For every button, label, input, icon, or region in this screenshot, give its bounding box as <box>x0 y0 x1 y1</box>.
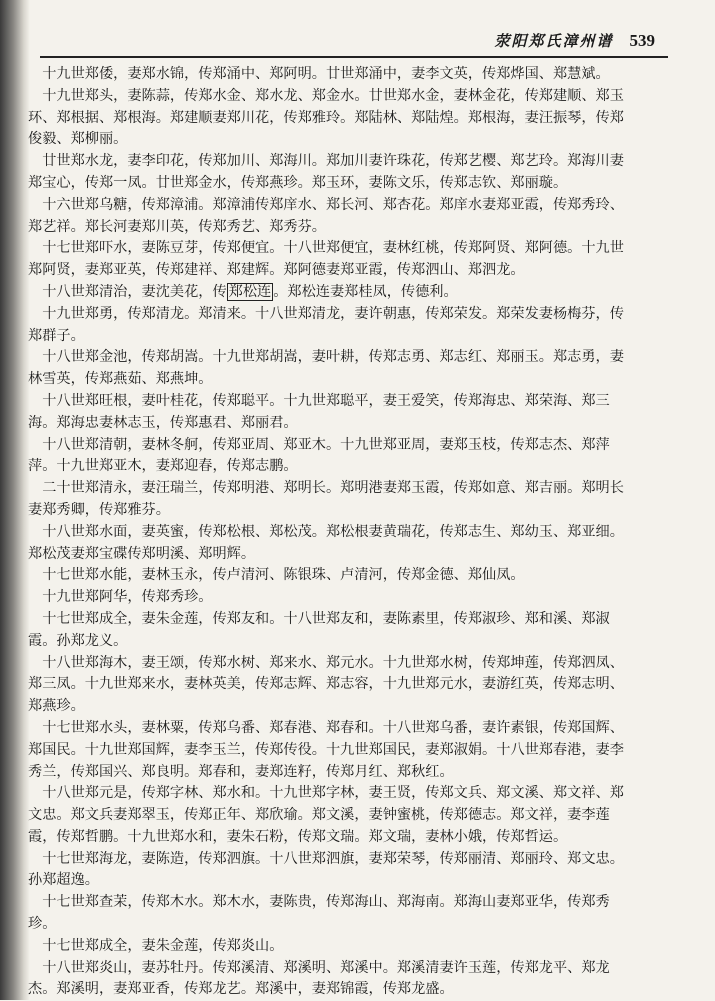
paragraph-3: 廿世郑水龙，妻李印花，传郑加川、郑海川。郑加川妻许珠花，传郑艺樱、郑艺玲。郑海川妻郑宝心，传郑一凤。廿世郑金水，传郑燕珍。郑玉环，妻陈文乐，传郑志钦、郑丽璇。 <box>28 153 624 191</box>
paragraph-1: 十九世郑倭，妻郑水锦，传郑涌中、郑阿明。廿世郑涌中，妻李文英，传郑烨国、郑慧斌。 <box>42 66 610 82</box>
paragraph-8: 十八世郑金池，传郑胡嵩。十九世郑胡嵩，妻叶耕，传郑志勇、郑志红、郑丽玉。郑志勇，妻林雪英，传郑燕茹、郑燕坤。 <box>28 349 624 388</box>
paragraph-20: 十七世郑查茉，传郑木水。郑木水，妻陈贵，传郑海山、郑海南。郑海山妻郑亚华，传郑秀珍。 <box>28 894 610 933</box>
paragraph-15: 十七世郑成全，妻朱金莲，传郑友和。十八世郑友和，妻陈素里，传郑淑珍、郑和溪、郑淑霞。孙郑龙义。 <box>28 610 610 649</box>
paragraph-10: 十八世郑清朝，妻林冬舸，传郑亚周、郑亚木。十九世郑亚周，妻郑玉枝，传郑志杰、郑萍萍。十九世郑亚木，妻郑迎春，传郑志鹏。 <box>28 436 610 475</box>
genealogy-text <box>28 64 636 1001</box>
paragraph-7: 十九世郑勇，传郑清龙。郑清来。十八世郑清龙，妻许朝惠，传郑荣发。郑荣发妻杨梅芬，传郑群子。 <box>28 305 624 344</box>
paragraph-6-post: 。郑松连妻郑桂凤，传德利。 <box>273 283 458 300</box>
book-spine-shadow <box>0 0 30 1000</box>
running-header <box>355 30 655 54</box>
paragraph-14: 十九世郑阿华，传郑秀珍。 <box>42 589 213 606</box>
paragraph-18: 十八世郑元是，传郑字林、郑水和。十九世郑字林，妻王贤，传郑文兵、郑文溪、郑文祥、郑文忠。郑文兵妻郑翠玉，传郑正年、郑欣瑜。郑文溪，妻钟蜜桃，传郑德志。郑文祥，妻李莲霞，传郑哲鹏。十九世郑水和，妻朱石粉，传郑文瑞。郑文瑞，妻林小娥，传郑哲运。 <box>28 785 624 845</box>
paragraph-9: 十八世郑旺根，妻叶桂花，传郑聪平。十九世郑聪平，妻王爱笑，传郑海忠、郑荣海、郑三海。郑海忠妻林志玉，传郑惠君、郑丽君。 <box>28 392 610 431</box>
paragraph-11: 二十世郑清永，妻汪瑞兰，传郑明港、郑明长。郑明港妻郑玉霞，传郑如意、郑吉丽。郑明长妻郑秀卿，传郑雅芬。 <box>28 480 624 518</box>
paragraph-2: 十九世郑头，妻陈蒜，传郑水金、郑水龙、郑金水。廿世郑水金，妻林金花，传郑建顺、郑玉环、郑根据、郑根海。郑建顺妻郑川花，传郑雅玲。郑陆林、郑陆煌。郑根海，妻汪振琴，传郑俊毅、郑柳丽。 <box>28 87 624 148</box>
paragraph-21: 十七世郑成全，妻朱金莲，传郑炎山。 <box>42 937 284 954</box>
paragraph-13: 十七世郑水能，妻林玉永，传卢清河、陈银珠、卢清河，传郑金德、郑仙凤。 <box>42 567 525 584</box>
boxed-name: 郑松连 <box>228 283 272 300</box>
paragraph-19: 十七世郑海龙，妻陈造，传郑泗旗。十八世郑泗旗，妻郑荣琴，传郑丽清、郑丽玲、郑文忠。孙郑超逸。 <box>28 850 624 889</box>
header-title: 荥阳郑氏漳州谱 <box>494 32 614 50</box>
paragraph-6 <box>28 282 636 304</box>
paragraph-17: 十七世郑水头，妻林粟，传郑乌番、郑春港、郑春和。十八世郑乌番，妻许素银，传郑国辉、郑国民。十九世郑国辉，妻李玉兰，传郑传役。十九世郑国民，妻郑淑娟。十八世郑春港，妻李秀兰，传郑国兴、郑良明。郑春和，妻郑连籽，传郑月红、郑秋红。 <box>28 719 624 780</box>
paragraph-6-pre: 十八世郑清治，妻沈美花，传 <box>42 283 227 300</box>
paragraph-22: 十八世郑炎山，妻苏牡丹。传郑溪清、郑溪明、郑溪中。郑溪清妻许玉莲，传郑龙平、郑龙杰。郑溪明，妻郑亚香，传郑龙艺。郑溪中，妻郑锦霞，传郑龙盛。 <box>28 959 610 998</box>
header-rule <box>40 56 668 58</box>
paragraph-16: 十八世郑海木，妻王颂，传郑水树、郑来水、郑元水。十九世郑水树，传郑坤莲，传郑泗凤、郑三凤。十九世郑来水，妻林英美，传郑志辉、郑志容，十九世郑元水，妻游红英，传郑志明、郑燕珍。 <box>28 654 624 715</box>
page-number: 539 <box>629 31 655 50</box>
paragraph-12: 十八世郑水面，妻英蜜，传郑松根、郑松茂。郑松根妻黄瑞花，传郑志生、郑幼玉、郑亚细。郑松茂妻郑宝碟传郑明溪、郑明辉。 <box>28 523 624 562</box>
paragraph-4: 十六世郑乌糖，传郑漳浦。郑漳浦传郑庠水、郑长河、郑杏花。郑庠水妻郑亚霞，传郑秀玲、郑艺祥。郑长河妻郑川英，传郑秀艺、郑秀芬。 <box>28 196 624 235</box>
paragraph-5: 十七世郑吓水，妻陈豆芽，传郑便宜。十八世郑便宜，妻林红桃，传郑阿贤、郑阿德。十九世郑阿贤，妻郑亚英，传郑建祥、郑建辉。郑阿德妻郑亚霞，传郑泗山、郑泗龙。 <box>28 240 624 279</box>
